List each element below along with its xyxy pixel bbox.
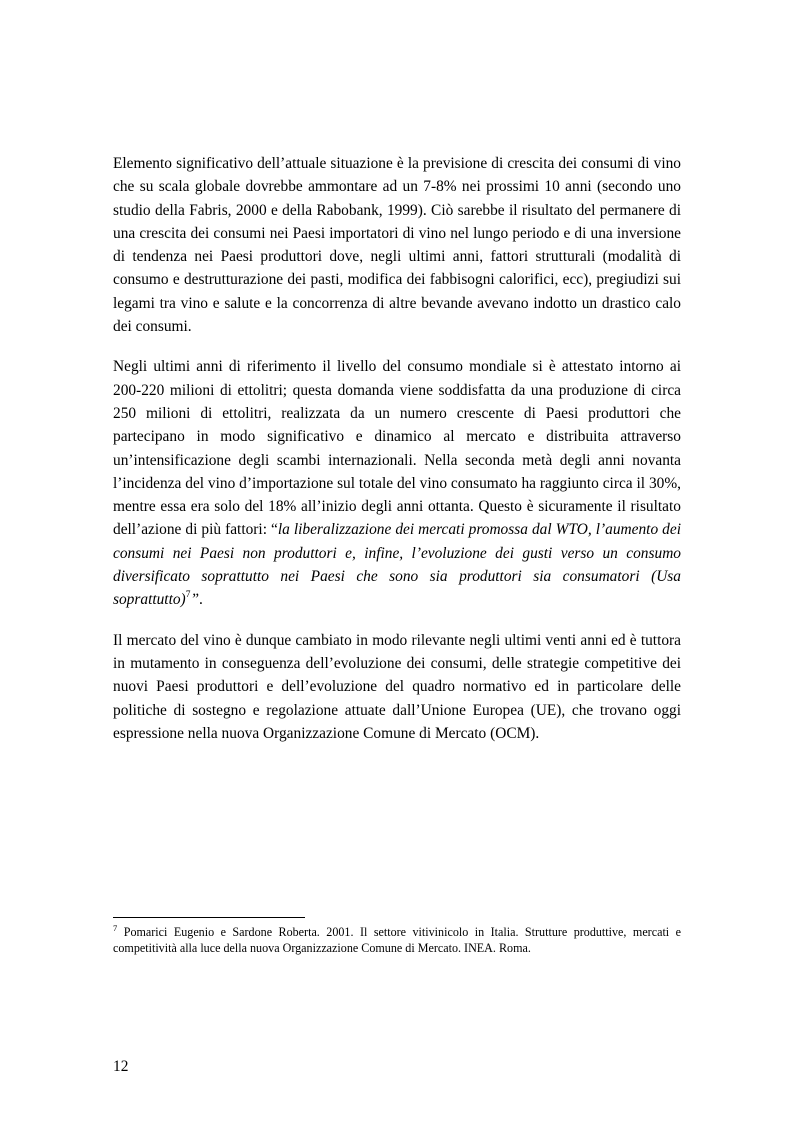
body-text [113,152,681,762]
quoted-text: la liberalizzazione dei mercati promossa dal WTO, l’aumento dei consumi nei Paesi non produttori e, infine, l’evoluzione dei gusti verso un consumo diversificato soprattutto nei Paesi che sono sia produttori sia consumatori (Usa soprattutto) [113,521,681,609]
paragraph-3: Il mercato del vino è dunque cambiato in modo rilevante negli ultimi venti anni ed è tuttora in mutamento in conseguenza dell’evoluzione dei consumi, delle strategie competitive dei nuovi Paesi produttori e dell’evoluzione del quadro normativo ed in particolare delle politiche di sostegno e regolazione attuate dall’Unione Europea (UE), che trovano oggi espressione nella nuova Organizzazione Comune di Mercato (OCM). [113,631,681,742]
paragraph-2-text: Negli ultimi anni di riferimento il livello del consumo mondiale si è attestato intorno ai 200-220 milioni di ettolitri; questa domanda viene soddisfatta da una produzione di circa 250 milioni di ettolitri, realizzata da un numero crescente di Paesi produttori che partecipano in modo significativo e dinamico al mercato e distribuita attraverso un’intensificazione degli scambi internazionali. Nella seconda metà degli anni novanta l’incidenza del vino d’importazione sul totale del vino consumato ha raggiunto circa il 30%, mentre essa era solo del 18% all’inizio degli anni ottanta. Questo è sicuramente il risultato dell’azione di più fattori: “ [113,358,681,539]
footnote-separator [113,917,305,918]
paragraph-2 [113,355,681,611]
paragraph-1: Elemento significativo dell’attuale situazione è la previsione di crescita dei consumi di vino che su scala globale dovrebbe ammontare ad un 7-8% nei prossimi 10 anni (secondo uno studio della Fabris, 2000 e della Rabobank, 1999). Ciò sarebbe il risultato del permanere di una crescita dei consumi nei Paesi importatori di vino nel lungo periodo e di una inversione di tendenza nei Paesi produttori dove, negli ultimi anni, fattori strutturali (modalità di consumo e destrutturazione dei pasti, modifica dei fabbisogni calorifici, ecc), pregiudizi sui legami tra vino e salute e la concorrenza di altre bevande avevano indotto un drastico calo dei consumi. [113,155,681,336]
paragraph-2-end: . [199,591,203,609]
page-number: 12 [113,1058,129,1075]
footnote-text: Pomarici Eugenio e Sardone Roberta. 2001. Il settore vitivinicolo in Italia. Strutture produttive, mercati e competitività alla luce della nuova Organizzazione Comune di Mercato. INEA. Roma. [113,925,681,955]
footnote-number: 7 [113,922,118,933]
footnote [113,924,681,956]
quote-close-mark: ” [190,591,199,609]
footnote-reference[interactable]: 7 [185,590,191,601]
